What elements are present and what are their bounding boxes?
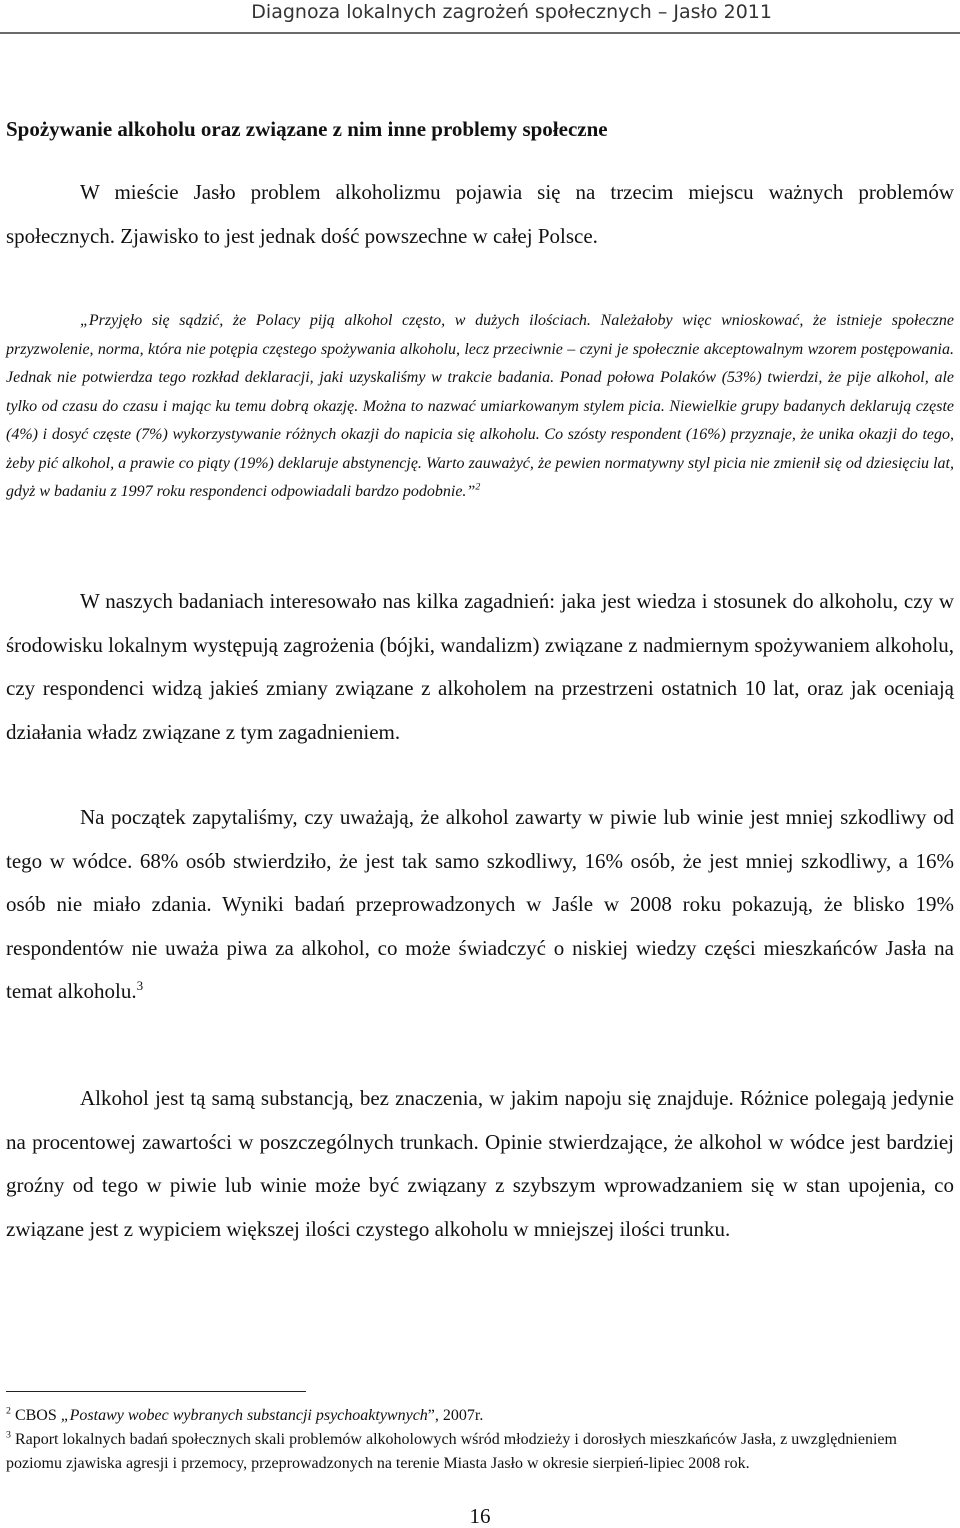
- footnote-separator: [6, 1391, 306, 1392]
- paragraph-beer-wine-text: Na początek zapytaliśmy, czy uważają, że alkohol zawarty w piwie lub winie jest mniej szkodliwy od tego w wódce. 68% osób stwierdziło, że jest tak samo szkodliwy, 16% osób, że jest mniej szkodliwy, a 16% osób nie miało zdania. Wyniki badań przeprowadzonych w Jaśle w 2008 roku pokazują, że blisko 19% respondentów nie uważa piwa za alkohol, co może świadczyć o niskiej wiedzy części mieszkańców Jasła na temat alkoholu.: [6, 805, 954, 1004]
- paragraph-beer-wine: [6, 796, 954, 1014]
- section-heading: Spożywanie alkoholu oraz związane z nim inne problemy społeczne: [6, 117, 608, 141]
- page-number: 16: [469, 1504, 491, 1528]
- footnote-2-suffix: ”, 2007r.: [427, 1407, 484, 1424]
- cbos-quote-text: „Przyjęło się sądzić, że Polacy piją alkohol często, w dużych ilościach. Należałoby więc wnioskować, że istnieje społeczne przyzwolenie, norma, która nie potępia częstego spożywania alkoholu, lecz przeciwnie – czyni je społecznie akceptowalnym wzorem postępowania. Jednak nie potwierdza tego rozkład deklaracji, jaki uzyskaliśmy w trakcie badania. Ponad połowa Polaków (53%) twierdzi, że pije alkohol, ale tylko od czasu do czasu i mając ku temu dobrą okazję. Można to nazwać umiarkowanym stylem picia. Niewielkie grupy badanych deklarują częste (4%) i dosyć częste (7%) wykorzystywanie różnych okazji do napicia się alkoholu. Co szósty respondent (16%) przyznaje, że unika okazji do tego, żeby pić alkohol, a prawie co piąty (19%) deklaruje abstynencję. Warto zauważyć, że pewien normatywny styl picia nie zmienił się od dziesięciu lat, gdyż w badaniu z 1997 roku respondenci odpowiadali bardzo podobnie.”: [6, 312, 954, 500]
- cbos-quote: [6, 307, 954, 507]
- footnote-ref-2[interactable]: 2: [475, 481, 481, 493]
- paragraph-intro: [6, 171, 954, 258]
- running-header: [0, 0, 960, 34]
- paragraph-research-scope: [6, 580, 954, 754]
- footnote-2-title: „Postawy wobec wybranych substancji psychoaktywnych: [60, 1407, 428, 1424]
- footnote-3-number: 3: [6, 1429, 11, 1441]
- footnote-ref-3[interactable]: 3: [136, 978, 144, 994]
- footnote-2-number: 2: [6, 1405, 11, 1417]
- footnote-3: [6, 1428, 954, 1476]
- paragraph-substance-text: Alkohol jest tą samą substancją, bez znaczenia, w jakim napoju się znajduje. Różnice polegają jedynie na procentowej zawartości w poszczególnych trunkach. Opinie stwierdzające, że alkohol w wódce jest bardziej groźny od tego w piwie lub winie może być związany z szybszym wprowadzaniem się w stan upojenia, co związane jest z wypiciem większej ilości czystego alkoholu w mniejszej ilości trunku.: [6, 1086, 954, 1241]
- header-title: Diagnoza lokalnych zagrożeń społecznych – Jasło 2011: [251, 1, 772, 23]
- footnote-2: [6, 1404, 954, 1428]
- footnotes: [6, 1404, 954, 1476]
- paragraph-research-scope-text: W naszych badaniach interesowało nas kilka zagadnień: jaka jest wiedza i stosunek do alkoholu, czy w środowisku lokalnym występują zagrożenia (bójki, wandalizm) związane z nadmiernym spożywaniem alkoholu, czy respondenci widzą jakieś zmiany związane z alkoholem na przestrzeni ostatnich 10 lat, oraz jak oceniają działania władz związane z tym zagadnieniem.: [6, 589, 954, 744]
- header-rule: [0, 32, 960, 34]
- footnote-2-prefix: CBOS: [14, 1407, 61, 1424]
- footnote-3-text: Raport lokalnych badań społecznych skali problemów alkoholowych wśród młodzieży i dorosłych mieszkańców Jasła, z uwzględnieniem poziomu zjawiska agresji i przemocy, przeprowadzonych na terenie Miasta Jasło w okresie sierpień-lipiec 2008 rok.: [6, 1431, 897, 1472]
- paragraph-intro-text: W mieście Jasło problem alkoholizmu pojawia się na trzecim miejscu ważnych problemów społecznych. Zjawisko to jest jednak dość powszechne w całej Polsce.: [6, 180, 954, 248]
- paragraph-substance: [6, 1077, 954, 1251]
